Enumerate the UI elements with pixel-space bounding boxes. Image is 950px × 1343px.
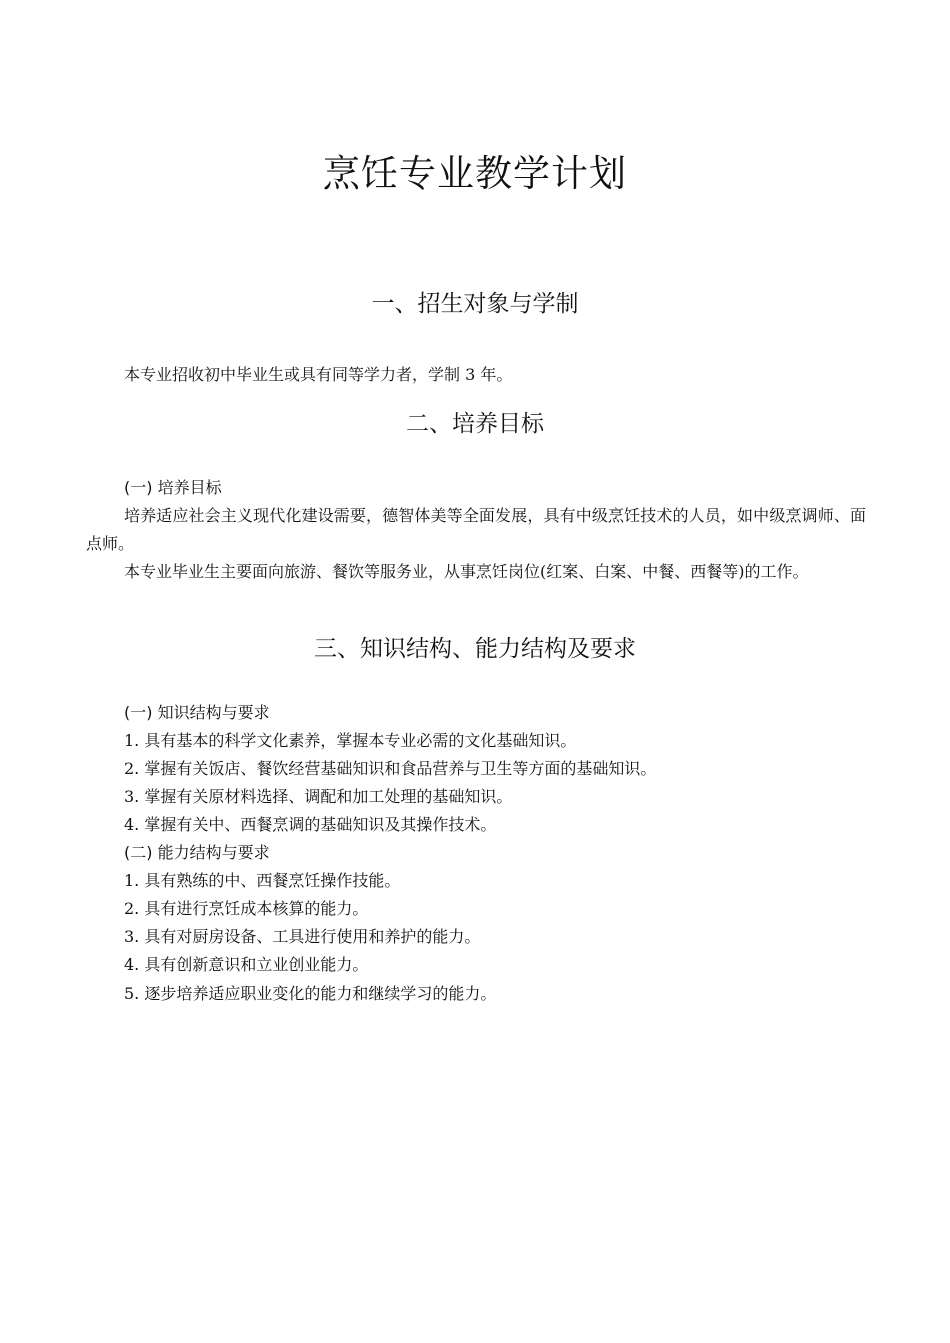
section-heading-objectives: 二、培养目标 [406,411,544,437]
ability-item-3: 3. 具有对厨房设备、工具进行使用和养护的能力。 [124,927,481,946]
sub-heading-knowledge: (一) 知识结构与要求 [124,703,270,722]
knowledge-item-3: 3. 掌握有关原材料选择、调配和加工处理的基础知识。 [124,787,513,806]
sub-heading-ability: (二) 能力结构与要求 [124,843,270,862]
ability-item-2: 2. 具有进行烹饪成本核算的能力。 [124,899,369,918]
ability-item-5: 5. 逐步培养适应职业变化的能力和继续学习的能力。 [124,984,497,1003]
objectives-paragraph-2: 本专业毕业生主要面向旅游、餐饮等服务业，从事烹饪岗位(红案、白案、中餐、西餐等)的工作。 [124,562,809,581]
section-heading-enrollment: 一、招生对象与学制 [371,291,579,317]
section-heading-structure: 三、知识结构、能力结构及要求 [314,636,636,662]
document-title: 烹饪专业教学计划 [323,152,627,195]
knowledge-item-1: 1. 具有基本的科学文化素养，掌握本专业必需的文化基础知识。 [124,731,577,750]
sub-heading-objectives: (一) 培养目标 [124,478,222,497]
enrollment-paragraph: 本专业招收初中毕业生或具有同等学力者，学制 3 年。 [124,365,513,384]
knowledge-item-4: 4. 掌握有关中、西餐烹调的基础知识及其操作技术。 [124,815,497,834]
ability-item-4: 4. 具有创新意识和立业创业能力。 [124,955,369,974]
objectives-paragraph-1: 培养适应社会主义现代化建设需要，德智体美等全面发展，具有中级烹饪技术的人员，如中级烹调师、面点师。 [86,506,866,553]
knowledge-item-2: 2. 掌握有关饭店、餐饮经营基础知识和食品营养与卫生等方面的基础知识。 [124,759,657,778]
ability-item-1: 1. 具有熟练的中、西餐烹饪操作技能。 [124,871,401,890]
